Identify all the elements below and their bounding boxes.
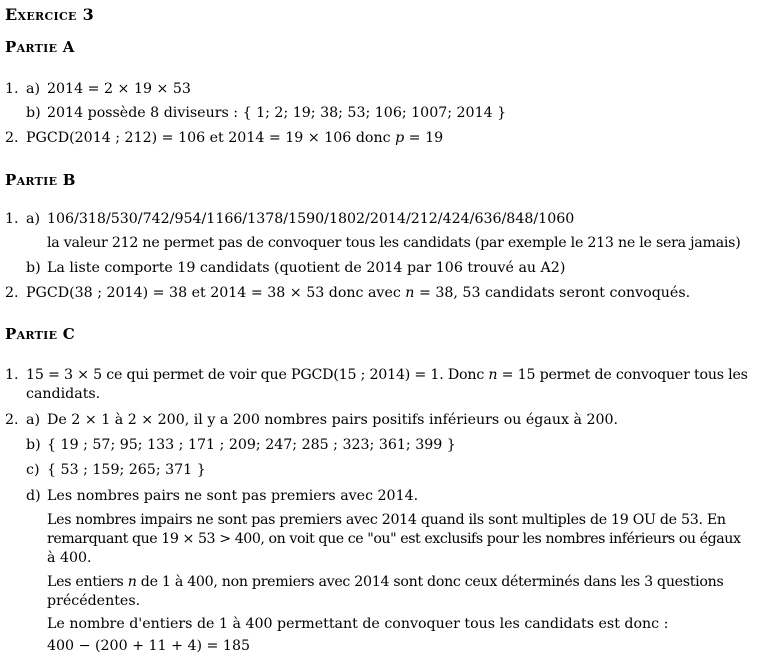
part-c-q2d-line1: Les nombres pairs ne sont pas premiers avec 2014. [47,488,419,504]
part-c-q2d-line5: Les entiers n de 1 à 400, non premiers avec 2014 sont donc ceux déterminés dans les 3 questions [47,574,724,590]
part-b-q1b-text: La liste comporte 19 candidats (quotient de 2014 par 106 trouvé au A2) [47,260,566,276]
part-c-q2d-line3: remarquant que 19 × 53 > 400, on voit que ce "ou" est exclusifs pour les nombres inférieurs ou égaux [47,531,741,547]
part-b-q1a-label: a) [26,211,40,227]
part-b-q1b-label: b) [26,260,41,276]
part-c-q2d-line8: 400 − (200 + 11 + 4) = 185 [47,638,251,654]
part-b-q1-number: 1. [5,211,19,227]
part-c-q1-text-line2: candidats. [26,386,101,402]
part-c-q2a-label: a) [26,412,40,428]
part-b-title: Partie B [5,171,76,189]
part-a-q1-number: 1. [5,81,19,97]
exercise-title: Exercice 3 [5,5,94,24]
part-c-q2d-label: d) [26,488,41,504]
part-c-q1-text: 15 = 3 × 5 ce qui permet de voir que PGCD(15 ; 2014) = 1. Donc n = 15 permet de convoquer tous les [26,367,748,383]
part-c-q2c-label: c) [26,462,40,478]
part-a-q2-text: PGCD(2014 ; 212) = 106 et 2014 = 19 × 106 donc p = 19 [26,130,444,146]
part-a-q2-number: 2. [5,130,19,146]
part-a-title: Partie A [5,38,75,56]
part-b-q1a-text: 106/318/530/742/954/1166/1378/1590/1802/2014/212/424/636/848/1060 [47,211,575,227]
part-a-q1a-text: 2014 = 2 × 19 × 53 [47,81,191,97]
part-b-q1a-text-line2: la valeur 212 ne permet pas de convoquer tous les candidats (par exemple le 213 ne le sera jamais) [47,235,741,251]
part-b-q2-text: PGCD(38 ; 2014) = 38 et 2014 = 38 × 53 donc avec n = 38, 53 candidats seront convoqués. [26,285,691,301]
part-c-q2-number: 2. [5,412,19,428]
part-a-q1a-label: a) [26,81,40,97]
part-c-q2d-line4: à 400. [47,550,92,566]
part-c-q2b-label: b) [26,437,41,453]
part-a-q1b-label: b) [26,105,41,121]
part-c-title: Partie C [5,325,76,343]
part-a-q1b-text: 2014 possède 8 diviseurs : { 1; 2; 19; 38; 53; 106; 1007; 2014 } [47,105,507,121]
part-c-q2b-text: { 19 ; 57; 95; 133 ; 171 ; 209; 247; 285 ; 323; 361; 399 } [47,437,456,453]
part-c-q2d-line2: Les nombres impairs ne sont pas premiers avec 2014 quand ils sont multiples de 19 OU de 53. En [47,512,726,528]
part-c-q1-number: 1. [5,367,19,383]
part-b-q2-number: 2. [5,285,19,301]
part-c-q2c-text: { 53 ; 159; 265; 371 } [47,462,206,478]
part-c-q2d-line6: précédentes. [47,593,141,609]
part-c-q2d-line7: Le nombre d'entiers de 1 à 400 permettant de convoquer tous les candidats est donc : [47,616,669,632]
part-c-q2a-text: De 2 × 1 à 2 × 200, il y a 200 nombres pairs positifs inférieurs ou égaux à 200. [47,412,619,428]
